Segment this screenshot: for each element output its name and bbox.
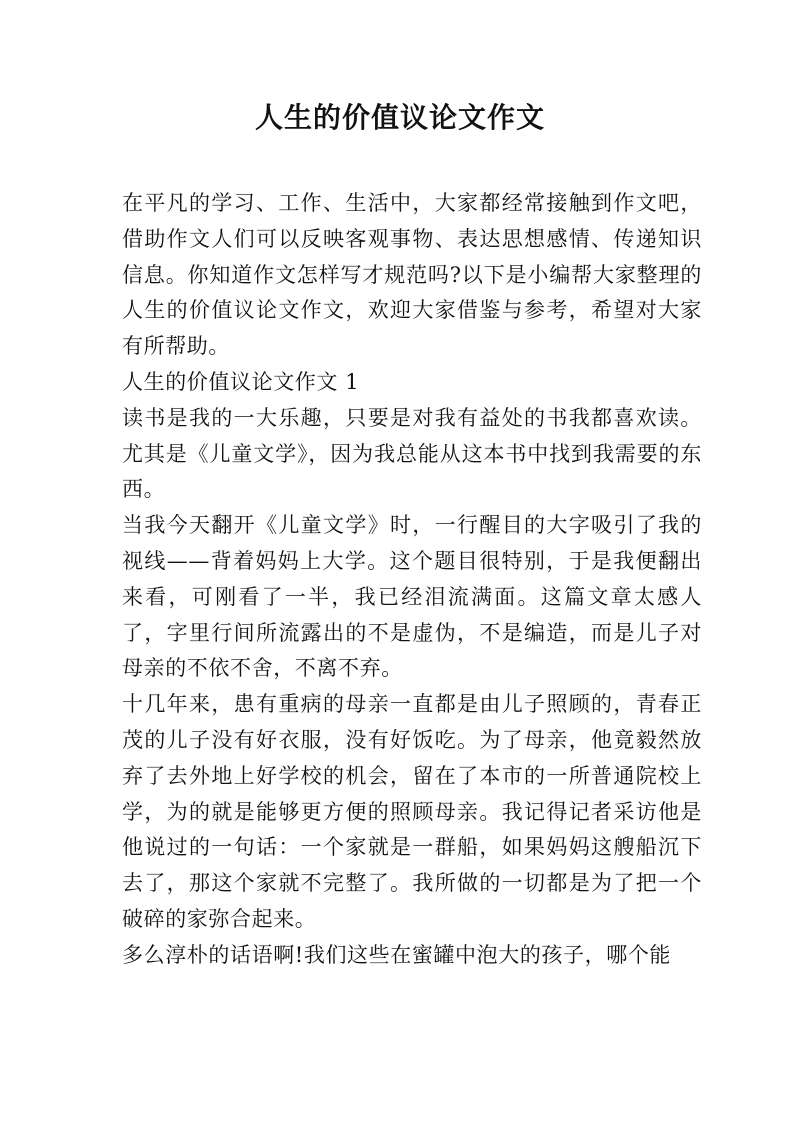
body-paragraph-1: 读书是我的一大乐趣，只要是对我有益处的书我都喜欢读。尤其是《儿童文学》，因为我总能从这本书中找到我需要的东西。 — [122, 405, 702, 502]
document-title: 人生的价值议论文作文 — [254, 101, 545, 134]
body-paragraph-4: 多么淳朴的话语啊!我们这些在蜜罐中泡大的孩子，哪个能 — [122, 942, 672, 967]
section-heading: 人生的价值议论文作文 1 — [122, 369, 360, 394]
document-body — [122, 186, 702, 974]
body-paragraph-2: 当我今天翻开《儿童文学》时，一行醒目的大字吸引了我的视线——背着妈妈上大学。这个题目很特别，于是我便翻出来看，可刚看了一半，我已经泪流满面。这篇文章太感人了，字里行间所流露出的不是虚伪，不是编造，而是儿子对母亲的不依不舍，不离不弃。 — [122, 513, 702, 681]
intro-paragraph: 在平凡的学习、工作、生活中，大家都经常接触到作文吧，借助作文人们可以反映客观事物、表达思想感情、传递知识信息。你知道作文怎样写才规范吗?以下是小编帮大家整理的人生的价值议论文作文，欢迎大家借鉴与参考，希望对大家有所帮助。 — [122, 191, 702, 359]
body-paragraph-3: 十几年来，患有重病的母亲一直都是由儿子照顾的，青春正茂的儿子没有好衣服，没有好饭吃。为了母亲，他竟毅然放弃了去外地上好学校的机会，留在了本市的一所普通院校上学，为的就是能够更方便的照顾母亲。我记得记者采访他是他说过的一句话：一个家就是一群船，如果妈妈这艘船沉下去了，那这个家就不完整了。我所做的一切都是为了把一个破碎的家弥合起来。 — [122, 692, 702, 931]
